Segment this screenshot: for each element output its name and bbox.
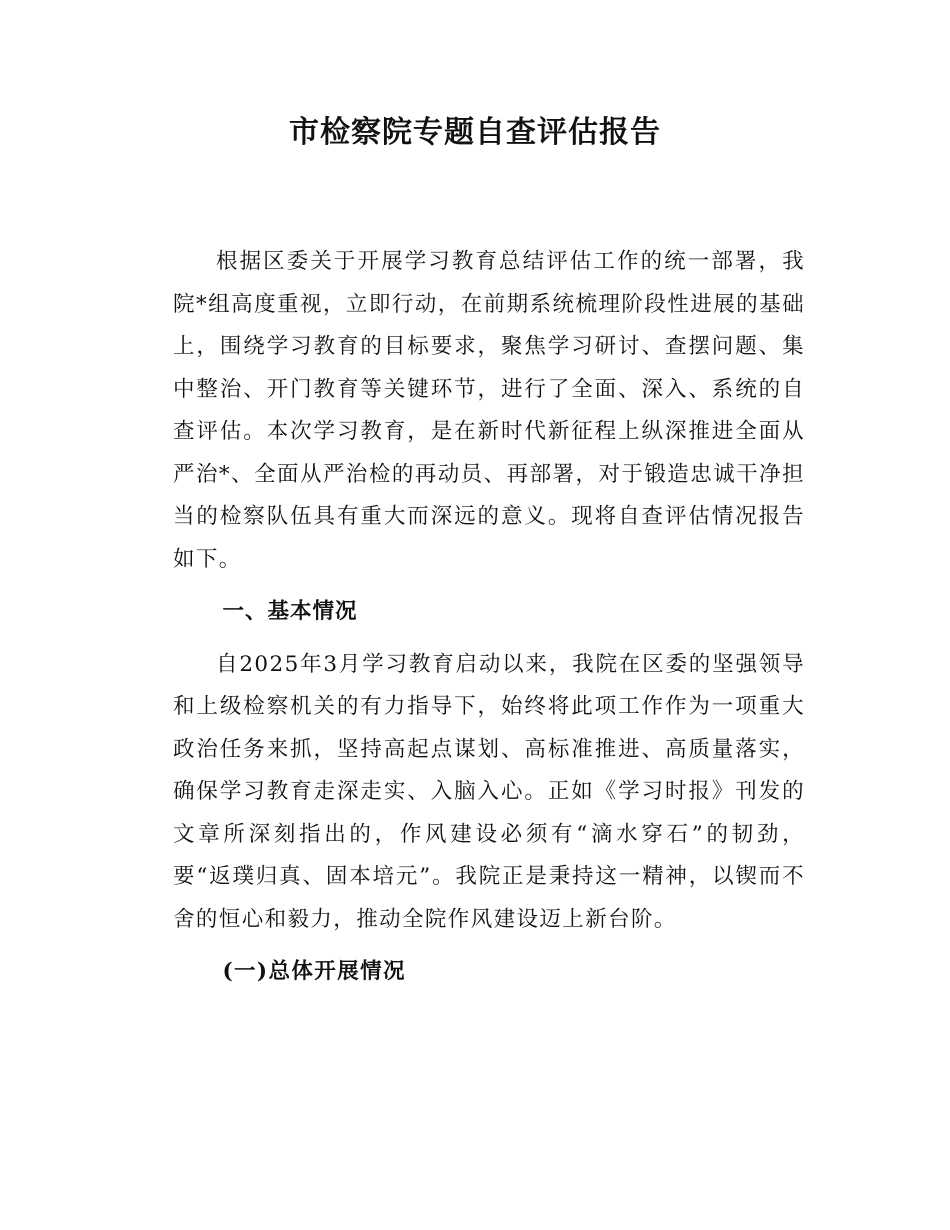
document-title: 市检察院专题自查评估报告 bbox=[289, 115, 661, 150]
intro-paragraph: 根据区委关于开展学习教育总结评估工作的统一部署，我院*组高度重视，立即行动，在前期系统梳理阶段性进展的基础上，围绕学习教育的目标要求，聚焦学习研讨、查摆问题、集中整治、开门教育等关键环节，进行了全面、深入、系统的自查评估。本次学习教育，是在新时代新征程上纵深推进全面从严治*、全面从严治检的再动员、再部署，对于锻造忠诚干净担当的检察队伍具有重大而深远的意义。现将自查评估情况报告如下。 bbox=[173, 249, 805, 572]
section-body-paragraph: 自2025年3月学习教育启动以来，我院在区委的坚强领导和上级检察机关的有力指导下，始终将此项工作作为一项重大政治任务来抓，坚持高起点谋划、高标准推进、高质量落实，确保学习教育走深走实、入脑入心。正如《学习时报》刊发的文章所深刻指出的，作风建设必须有“滴水穿石”的韧劲，要“返璞归真、固本培元”。我院正是秉持这一精神，以锲而不舍的恒心和毅力，推动全院作风建设迈上新台阶。 bbox=[173, 651, 805, 932]
section-heading-basic-situation: 一、基本情况 bbox=[222, 599, 358, 624]
subsection-heading-overall: (一)总体开展情况 bbox=[222, 959, 406, 984]
document-body bbox=[173, 241, 805, 994]
